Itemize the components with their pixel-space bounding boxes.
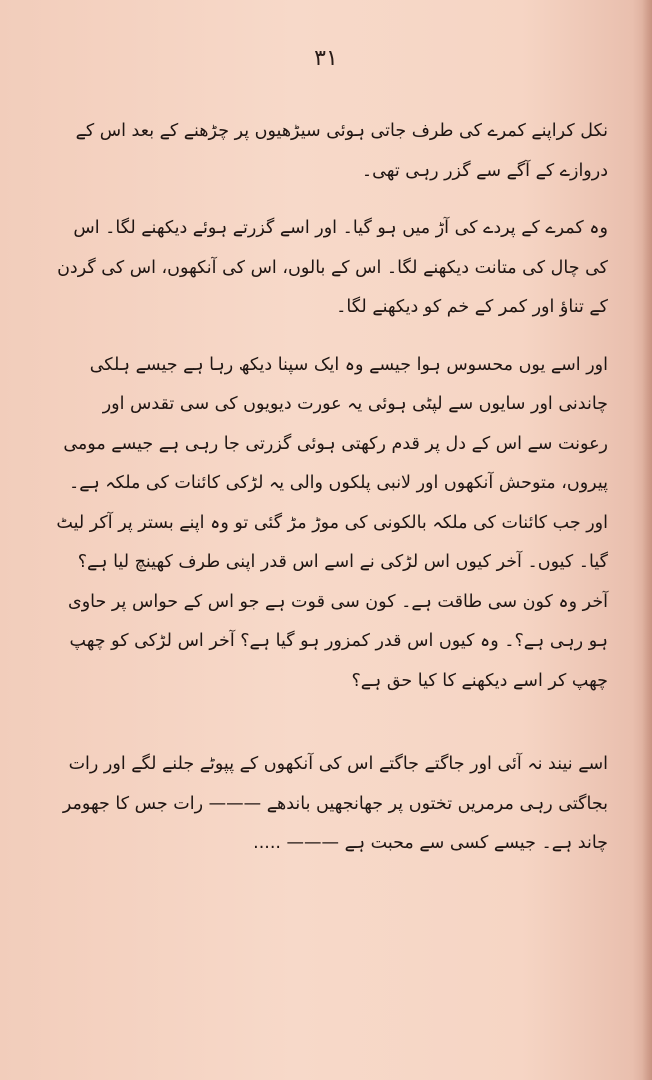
page-number: ۳۱ (314, 46, 338, 71)
paragraph-1: نکل کراپنے کمرے کی طرف جاتی ہوئی سیڑھیوں پر چڑھنے کے بعد اس کے دروازے کے آگے سے گزر رہی تھی۔ (75, 121, 608, 181)
paragraph-gap (48, 701, 608, 745)
paragraph-4: اور جب کائنات کی ملکہ بالکونی کی موڑ مڑ گئی تو وہ اپنے بستر پر آکر لیٹ گیا۔ کیوں۔ آخر کیوں اس لڑکی نے اسے اس قدر اپنی طرف کھینچ لیا ہے؟ آخر وہ کون سی طاقت ہے۔ کون سی قوت ہے جو اس کے حواس پر حاوی ہو رہی ہے؟۔ وہ کیوں اس قدر کمزور ہو گیا ہے؟ آخر اس لڑکی کو چھپ چھپ کر اسے دیکھنے کا کیا حق ہے؟ (56, 512, 608, 691)
paragraph-5: اسے نیند نہ آئی اور جاگتے جاگتے اس کی آنکھوں کے پپوٹے جلنے لگے اور رات بجاگتی رہی مرمریں تختوں پر جھانجھیں باندھے ——— رات جس کا جھومر چاند ہے۔ جیسے کسی سے محبت ہے ——— ..... (62, 754, 608, 853)
paragraph-2: وہ کمرے کے پردے کی آڑ میں ہو گیا۔ اور اسے گزرتے ہوئے دیکھنے لگا۔ اس کی چال کی متانت دیکھنے لگا۔ اس کے بالوں، اس کی آنکھوں، اس کی گردن کے تناؤ اور کمر کے خم کو دیکھنے لگا۔ (57, 218, 608, 317)
page-text (48, 112, 608, 864)
paragraph-gap (48, 328, 608, 346)
paragraph-gap (48, 191, 608, 209)
paragraph-3: اور اسے یوں محسوس ہوا جیسے وہ ایک سپنا دیکھ رہا ہے جیسے ہلکی چاندنی اور سایوں سے لپٹی ہوئی یہ عورت دیویوں کی سی تقدس اور رعونت سے اس کے دل پر قدم رکھتی ہوئی گزرتی جا رہی ہے جیسے مومی پیروں، متوحش آنکھوں اور لانبی پلکوں والی یہ لڑکی کائنات کی ملکہ ہے۔ (63, 354, 608, 493)
